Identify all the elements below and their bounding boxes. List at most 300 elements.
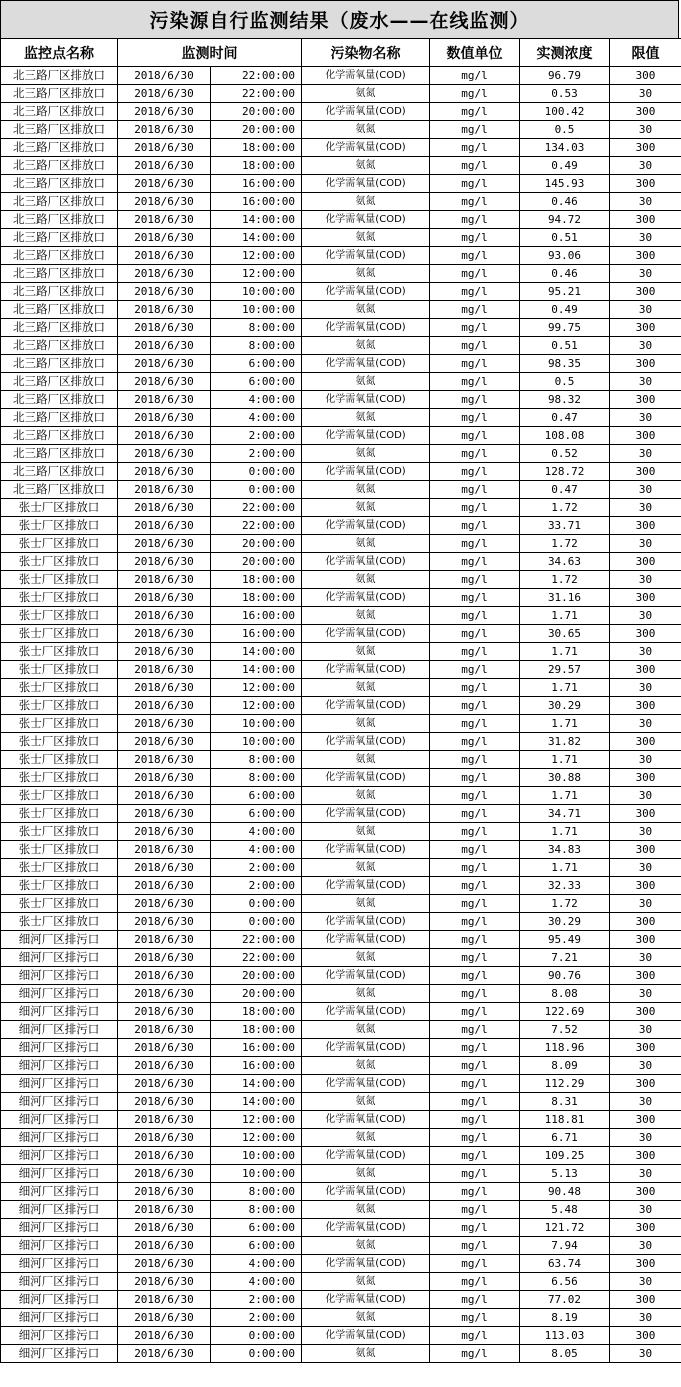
cell-limit[interactable]: 300 [610, 931, 681, 949]
cell-unit[interactable]: mg/l [430, 625, 520, 643]
cell-pollutant[interactable]: 化学需氧量(COD) [302, 769, 430, 787]
cell-pollutant[interactable]: 氨氮 [302, 1309, 430, 1327]
cell-time[interactable]: 22:00:00 [211, 85, 302, 103]
cell-value[interactable]: 5.13 [520, 1165, 610, 1183]
cell-unit[interactable]: mg/l [430, 1093, 520, 1111]
cell-pollutant[interactable]: 氨氮 [302, 1165, 430, 1183]
cell-value[interactable]: 1.71 [520, 823, 610, 841]
cell-time[interactable]: 2:00:00 [211, 1309, 302, 1327]
cell-date[interactable]: 2018/6/30 [118, 175, 211, 193]
cell-limit[interactable]: 300 [610, 553, 681, 571]
cell-limit[interactable]: 300 [610, 841, 681, 859]
cell-unit[interactable]: mg/l [430, 139, 520, 157]
cell-value[interactable]: 99.75 [520, 319, 610, 337]
cell-value[interactable]: 0.53 [520, 85, 610, 103]
cell-date[interactable]: 2018/6/30 [118, 1219, 211, 1237]
cell-date[interactable]: 2018/6/30 [118, 427, 211, 445]
cell-pollutant[interactable]: 化学需氧量(COD) [302, 589, 430, 607]
cell-value[interactable]: 1.71 [520, 859, 610, 877]
cell-site[interactable]: 细河厂区排污口 [1, 1165, 118, 1183]
cell-unit[interactable]: mg/l [430, 679, 520, 697]
cell-site[interactable]: 细河厂区排污口 [1, 1021, 118, 1039]
cell-value[interactable]: 121.72 [520, 1219, 610, 1237]
cell-site[interactable]: 北三路厂区排放口 [1, 121, 118, 139]
cell-unit[interactable]: mg/l [430, 859, 520, 877]
cell-value[interactable]: 1.71 [520, 751, 610, 769]
cell-pollutant[interactable]: 氨氮 [302, 193, 430, 211]
cell-site[interactable]: 细河厂区排污口 [1, 949, 118, 967]
cell-site[interactable]: 北三路厂区排放口 [1, 283, 118, 301]
cell-time[interactable]: 18:00:00 [211, 571, 302, 589]
cell-value[interactable]: 1.71 [520, 643, 610, 661]
cell-pollutant[interactable]: 氨氮 [302, 823, 430, 841]
cell-date[interactable]: 2018/6/30 [118, 859, 211, 877]
cell-date[interactable]: 2018/6/30 [118, 67, 211, 85]
cell-value[interactable]: 128.72 [520, 463, 610, 481]
cell-unit[interactable]: mg/l [430, 391, 520, 409]
cell-pollutant[interactable]: 化学需氧量(COD) [302, 553, 430, 571]
cell-unit[interactable]: mg/l [430, 427, 520, 445]
cell-time[interactable]: 10:00:00 [211, 1165, 302, 1183]
cell-date[interactable]: 2018/6/30 [118, 589, 211, 607]
cell-time[interactable]: 14:00:00 [211, 661, 302, 679]
cell-time[interactable]: 0:00:00 [211, 463, 302, 481]
cell-site[interactable]: 张士厂区排放口 [1, 787, 118, 805]
cell-value[interactable]: 100.42 [520, 103, 610, 121]
cell-time[interactable]: 8:00:00 [211, 319, 302, 337]
cell-value[interactable]: 0.5 [520, 121, 610, 139]
cell-time[interactable]: 10:00:00 [211, 1147, 302, 1165]
cell-value[interactable]: 0.51 [520, 337, 610, 355]
cell-date[interactable]: 2018/6/30 [118, 337, 211, 355]
cell-pollutant[interactable]: 氨氮 [302, 229, 430, 247]
cell-limit[interactable]: 30 [610, 1021, 681, 1039]
cell-unit[interactable]: mg/l [430, 1273, 520, 1291]
cell-date[interactable]: 2018/6/30 [118, 1309, 211, 1327]
cell-limit[interactable]: 30 [610, 337, 681, 355]
cell-date[interactable]: 2018/6/30 [118, 679, 211, 697]
cell-time[interactable]: 22:00:00 [211, 949, 302, 967]
cell-value[interactable]: 31.82 [520, 733, 610, 751]
cell-site[interactable]: 张士厂区排放口 [1, 895, 118, 913]
cell-limit[interactable]: 300 [610, 1147, 681, 1165]
cell-date[interactable]: 2018/6/30 [118, 193, 211, 211]
cell-unit[interactable]: mg/l [430, 103, 520, 121]
cell-site[interactable]: 细河厂区排污口 [1, 1309, 118, 1327]
cell-limit[interactable]: 30 [610, 481, 681, 499]
cell-pollutant[interactable]: 氨氮 [302, 1093, 430, 1111]
cell-unit[interactable]: mg/l [430, 805, 520, 823]
cell-date[interactable]: 2018/6/30 [118, 1255, 211, 1273]
cell-value[interactable]: 112.29 [520, 1075, 610, 1093]
cell-unit[interactable]: mg/l [430, 211, 520, 229]
cell-date[interactable]: 2018/6/30 [118, 571, 211, 589]
cell-pollutant[interactable]: 氨氮 [302, 571, 430, 589]
cell-value[interactable]: 96.79 [520, 67, 610, 85]
cell-value[interactable]: 7.94 [520, 1237, 610, 1255]
cell-time[interactable]: 4:00:00 [211, 823, 302, 841]
cell-limit[interactable]: 300 [610, 625, 681, 643]
cell-site[interactable]: 张士厂区排放口 [1, 661, 118, 679]
cell-pollutant[interactable]: 化学需氧量(COD) [302, 1183, 430, 1201]
cell-unit[interactable]: mg/l [430, 481, 520, 499]
cell-unit[interactable]: mg/l [430, 157, 520, 175]
cell-site[interactable]: 北三路厂区排放口 [1, 229, 118, 247]
header-value[interactable]: 实测浓度 [520, 39, 610, 67]
cell-limit[interactable]: 30 [610, 121, 681, 139]
cell-pollutant[interactable]: 化学需氧量(COD) [302, 1291, 430, 1309]
cell-limit[interactable]: 300 [610, 697, 681, 715]
cell-limit[interactable]: 300 [610, 589, 681, 607]
cell-unit[interactable]: mg/l [430, 589, 520, 607]
cell-value[interactable]: 1.72 [520, 571, 610, 589]
cell-value[interactable]: 30.29 [520, 913, 610, 931]
cell-limit[interactable]: 30 [610, 301, 681, 319]
cell-time[interactable]: 22:00:00 [211, 499, 302, 517]
cell-unit[interactable]: mg/l [430, 949, 520, 967]
cell-site[interactable]: 北三路厂区排放口 [1, 427, 118, 445]
cell-site[interactable]: 张士厂区排放口 [1, 517, 118, 535]
cell-date[interactable]: 2018/6/30 [118, 157, 211, 175]
cell-date[interactable]: 2018/6/30 [118, 1273, 211, 1291]
cell-pollutant[interactable]: 氨氮 [302, 679, 430, 697]
cell-limit[interactable]: 300 [610, 913, 681, 931]
cell-limit[interactable]: 30 [610, 715, 681, 733]
cell-value[interactable]: 108.08 [520, 427, 610, 445]
cell-site[interactable]: 北三路厂区排放口 [1, 391, 118, 409]
cell-time[interactable]: 8:00:00 [211, 1183, 302, 1201]
cell-date[interactable]: 2018/6/30 [118, 1111, 211, 1129]
cell-site[interactable]: 张士厂区排放口 [1, 751, 118, 769]
cell-time[interactable]: 14:00:00 [211, 211, 302, 229]
cell-date[interactable]: 2018/6/30 [118, 373, 211, 391]
cell-date[interactable]: 2018/6/30 [118, 1003, 211, 1021]
cell-site[interactable]: 张士厂区排放口 [1, 841, 118, 859]
cell-unit[interactable]: mg/l [430, 1327, 520, 1345]
cell-limit[interactable]: 300 [610, 661, 681, 679]
cell-date[interactable]: 2018/6/30 [118, 139, 211, 157]
cell-unit[interactable]: mg/l [430, 1075, 520, 1093]
cell-pollutant[interactable]: 氨氮 [302, 895, 430, 913]
cell-value[interactable]: 34.63 [520, 553, 610, 571]
cell-time[interactable]: 16:00:00 [211, 193, 302, 211]
cell-date[interactable]: 2018/6/30 [118, 715, 211, 733]
cell-site[interactable]: 北三路厂区排放口 [1, 265, 118, 283]
cell-pollutant[interactable]: 化学需氧量(COD) [302, 517, 430, 535]
cell-time[interactable]: 20:00:00 [211, 553, 302, 571]
cell-pollutant[interactable]: 化学需氧量(COD) [302, 733, 430, 751]
cell-value[interactable]: 30.88 [520, 769, 610, 787]
cell-pollutant[interactable]: 化学需氧量(COD) [302, 967, 430, 985]
cell-site[interactable]: 张士厂区排放口 [1, 499, 118, 517]
cell-pollutant[interactable]: 氨氮 [302, 535, 430, 553]
cell-pollutant[interactable]: 化学需氧量(COD) [302, 1003, 430, 1021]
cell-value[interactable]: 6.56 [520, 1273, 610, 1291]
cell-pollutant[interactable]: 化学需氧量(COD) [302, 463, 430, 481]
cell-time[interactable]: 2:00:00 [211, 877, 302, 895]
cell-time[interactable]: 16:00:00 [211, 175, 302, 193]
cell-pollutant[interactable]: 氨氮 [302, 499, 430, 517]
cell-limit[interactable]: 30 [610, 1093, 681, 1111]
cell-site[interactable]: 细河厂区排污口 [1, 1129, 118, 1147]
cell-value[interactable]: 0.5 [520, 373, 610, 391]
cell-time[interactable]: 10:00:00 [211, 301, 302, 319]
cell-date[interactable]: 2018/6/30 [118, 535, 211, 553]
cell-unit[interactable]: mg/l [430, 877, 520, 895]
cell-date[interactable]: 2018/6/30 [118, 409, 211, 427]
cell-limit[interactable]: 30 [610, 193, 681, 211]
cell-site[interactable]: 北三路厂区排放口 [1, 445, 118, 463]
cell-unit[interactable]: mg/l [430, 769, 520, 787]
cell-site[interactable]: 细河厂区排污口 [1, 1039, 118, 1057]
cell-unit[interactable]: mg/l [430, 733, 520, 751]
cell-site[interactable]: 细河厂区排污口 [1, 1291, 118, 1309]
cell-unit[interactable]: mg/l [430, 67, 520, 85]
cell-unit[interactable]: mg/l [430, 985, 520, 1003]
cell-time[interactable]: 12:00:00 [211, 265, 302, 283]
cell-unit[interactable]: mg/l [430, 319, 520, 337]
cell-pollutant[interactable]: 氨氮 [302, 949, 430, 967]
cell-site[interactable]: 张士厂区排放口 [1, 535, 118, 553]
cell-limit[interactable]: 300 [610, 139, 681, 157]
cell-time[interactable]: 10:00:00 [211, 733, 302, 751]
cell-time[interactable]: 6:00:00 [211, 1237, 302, 1255]
cell-limit[interactable]: 30 [610, 823, 681, 841]
cell-value[interactable]: 0.51 [520, 229, 610, 247]
cell-value[interactable]: 134.03 [520, 139, 610, 157]
cell-time[interactable]: 22:00:00 [211, 931, 302, 949]
cell-unit[interactable]: mg/l [430, 643, 520, 661]
cell-unit[interactable]: mg/l [430, 1201, 520, 1219]
cell-time[interactable]: 4:00:00 [211, 409, 302, 427]
cell-unit[interactable]: mg/l [430, 1345, 520, 1363]
cell-pollutant[interactable]: 化学需氧量(COD) [302, 913, 430, 931]
cell-site[interactable]: 细河厂区排污口 [1, 985, 118, 1003]
cell-limit[interactable]: 30 [610, 265, 681, 283]
cell-limit[interactable]: 30 [610, 787, 681, 805]
cell-date[interactable]: 2018/6/30 [118, 1327, 211, 1345]
cell-time[interactable]: 20:00:00 [211, 103, 302, 121]
cell-value[interactable]: 1.71 [520, 787, 610, 805]
cell-time[interactable]: 16:00:00 [211, 1039, 302, 1057]
cell-date[interactable]: 2018/6/30 [118, 1021, 211, 1039]
cell-value[interactable]: 145.93 [520, 175, 610, 193]
cell-site[interactable]: 北三路厂区排放口 [1, 193, 118, 211]
cell-value[interactable]: 93.06 [520, 247, 610, 265]
cell-date[interactable]: 2018/6/30 [118, 1183, 211, 1201]
cell-time[interactable]: 6:00:00 [211, 373, 302, 391]
cell-limit[interactable]: 300 [610, 1327, 681, 1345]
cell-time[interactable]: 2:00:00 [211, 1291, 302, 1309]
cell-pollutant[interactable]: 氨氮 [302, 1201, 430, 1219]
cell-pollutant[interactable]: 氨氮 [302, 607, 430, 625]
cell-limit[interactable]: 30 [610, 679, 681, 697]
cell-pollutant[interactable]: 化学需氧量(COD) [302, 1327, 430, 1345]
cell-unit[interactable]: mg/l [430, 337, 520, 355]
cell-time[interactable]: 12:00:00 [211, 679, 302, 697]
cell-limit[interactable]: 30 [610, 1273, 681, 1291]
cell-pollutant[interactable]: 化学需氧量(COD) [302, 625, 430, 643]
cell-date[interactable]: 2018/6/30 [118, 283, 211, 301]
cell-site[interactable]: 细河厂区排污口 [1, 1111, 118, 1129]
cell-date[interactable]: 2018/6/30 [118, 733, 211, 751]
cell-time[interactable]: 20:00:00 [211, 967, 302, 985]
cell-value[interactable]: 7.52 [520, 1021, 610, 1039]
cell-limit[interactable]: 300 [610, 1003, 681, 1021]
cell-unit[interactable]: mg/l [430, 1111, 520, 1129]
cell-time[interactable]: 0:00:00 [211, 913, 302, 931]
cell-date[interactable]: 2018/6/30 [118, 391, 211, 409]
cell-site[interactable]: 细河厂区排污口 [1, 1219, 118, 1237]
cell-limit[interactable]: 30 [610, 85, 681, 103]
cell-site[interactable]: 张士厂区排放口 [1, 715, 118, 733]
cell-value[interactable]: 0.47 [520, 409, 610, 427]
cell-site[interactable]: 细河厂区排污口 [1, 1237, 118, 1255]
cell-limit[interactable]: 300 [610, 1255, 681, 1273]
cell-time[interactable]: 10:00:00 [211, 283, 302, 301]
cell-pollutant[interactable]: 氨氮 [302, 121, 430, 139]
cell-date[interactable]: 2018/6/30 [118, 499, 211, 517]
cell-value[interactable]: 1.71 [520, 715, 610, 733]
cell-date[interactable]: 2018/6/30 [118, 247, 211, 265]
cell-pollutant[interactable]: 氨氮 [302, 643, 430, 661]
cell-date[interactable]: 2018/6/30 [118, 967, 211, 985]
cell-site[interactable]: 北三路厂区排放口 [1, 373, 118, 391]
cell-value[interactable]: 1.71 [520, 607, 610, 625]
cell-value[interactable]: 34.71 [520, 805, 610, 823]
cell-date[interactable]: 2018/6/30 [118, 895, 211, 913]
cell-value[interactable]: 34.83 [520, 841, 610, 859]
cell-unit[interactable]: mg/l [430, 751, 520, 769]
cell-value[interactable]: 118.96 [520, 1039, 610, 1057]
cell-limit[interactable]: 300 [610, 877, 681, 895]
cell-value[interactable]: 8.09 [520, 1057, 610, 1075]
cell-date[interactable]: 2018/6/30 [118, 517, 211, 535]
cell-unit[interactable]: mg/l [430, 571, 520, 589]
cell-site[interactable]: 张士厂区排放口 [1, 679, 118, 697]
cell-site[interactable]: 北三路厂区排放口 [1, 67, 118, 85]
cell-limit[interactable]: 30 [610, 1237, 681, 1255]
cell-time[interactable]: 12:00:00 [211, 697, 302, 715]
cell-unit[interactable]: mg/l [430, 517, 520, 535]
cell-site[interactable]: 张士厂区排放口 [1, 877, 118, 895]
cell-value[interactable]: 0.49 [520, 301, 610, 319]
cell-site[interactable]: 北三路厂区排放口 [1, 355, 118, 373]
cell-pollutant[interactable]: 化学需氧量(COD) [302, 931, 430, 949]
cell-value[interactable]: 77.02 [520, 1291, 610, 1309]
cell-site[interactable]: 张士厂区排放口 [1, 859, 118, 877]
cell-site[interactable]: 北三路厂区排放口 [1, 247, 118, 265]
cell-value[interactable]: 1.72 [520, 499, 610, 517]
cell-date[interactable]: 2018/6/30 [118, 787, 211, 805]
cell-limit[interactable]: 300 [610, 463, 681, 481]
cell-value[interactable]: 1.71 [520, 679, 610, 697]
cell-limit[interactable]: 30 [610, 499, 681, 517]
cell-pollutant[interactable]: 氨氮 [302, 751, 430, 769]
cell-value[interactable]: 30.29 [520, 697, 610, 715]
cell-value[interactable]: 0.46 [520, 193, 610, 211]
cell-limit[interactable]: 30 [610, 859, 681, 877]
cell-time[interactable]: 2:00:00 [211, 859, 302, 877]
cell-limit[interactable]: 30 [610, 985, 681, 1003]
cell-time[interactable]: 20:00:00 [211, 535, 302, 553]
cell-date[interactable]: 2018/6/30 [118, 553, 211, 571]
cell-pollutant[interactable]: 氨氮 [302, 337, 430, 355]
cell-limit[interactable]: 30 [610, 1309, 681, 1327]
cell-time[interactable]: 0:00:00 [211, 481, 302, 499]
cell-date[interactable]: 2018/6/30 [118, 463, 211, 481]
cell-unit[interactable]: mg/l [430, 355, 520, 373]
cell-pollutant[interactable]: 化学需氧量(COD) [302, 67, 430, 85]
cell-site[interactable]: 细河厂区排污口 [1, 931, 118, 949]
cell-date[interactable]: 2018/6/30 [118, 319, 211, 337]
cell-pollutant[interactable]: 化学需氧量(COD) [302, 211, 430, 229]
cell-date[interactable]: 2018/6/30 [118, 697, 211, 715]
cell-limit[interactable]: 30 [610, 373, 681, 391]
cell-limit[interactable]: 300 [610, 427, 681, 445]
cell-date[interactable]: 2018/6/30 [118, 805, 211, 823]
cell-time[interactable]: 0:00:00 [211, 1327, 302, 1345]
cell-value[interactable]: 98.35 [520, 355, 610, 373]
cell-unit[interactable]: mg/l [430, 409, 520, 427]
cell-unit[interactable]: mg/l [430, 229, 520, 247]
cell-unit[interactable]: mg/l [430, 499, 520, 517]
cell-limit[interactable]: 30 [610, 445, 681, 463]
cell-time[interactable]: 14:00:00 [211, 229, 302, 247]
cell-time[interactable]: 14:00:00 [211, 643, 302, 661]
cell-unit[interactable]: mg/l [430, 1165, 520, 1183]
cell-pollutant[interactable]: 氨氮 [302, 409, 430, 427]
cell-value[interactable]: 0.49 [520, 157, 610, 175]
header-pollutant[interactable]: 污染物名称 [302, 39, 430, 67]
cell-date[interactable]: 2018/6/30 [118, 949, 211, 967]
cell-unit[interactable]: mg/l [430, 445, 520, 463]
cell-unit[interactable]: mg/l [430, 553, 520, 571]
cell-site[interactable]: 北三路厂区排放口 [1, 85, 118, 103]
cell-limit[interactable]: 300 [610, 1075, 681, 1093]
cell-limit[interactable]: 300 [610, 1291, 681, 1309]
cell-pollutant[interactable]: 氨氮 [302, 265, 430, 283]
cell-date[interactable]: 2018/6/30 [118, 1201, 211, 1219]
cell-value[interactable]: 8.31 [520, 1093, 610, 1111]
cell-site[interactable]: 北三路厂区排放口 [1, 301, 118, 319]
cell-time[interactable]: 8:00:00 [211, 337, 302, 355]
cell-pollutant[interactable]: 氨氮 [302, 445, 430, 463]
cell-time[interactable]: 6:00:00 [211, 805, 302, 823]
cell-date[interactable]: 2018/6/30 [118, 1129, 211, 1147]
cell-time[interactable]: 2:00:00 [211, 427, 302, 445]
cell-unit[interactable]: mg/l [430, 1291, 520, 1309]
cell-time[interactable]: 16:00:00 [211, 607, 302, 625]
cell-site[interactable]: 北三路厂区排放口 [1, 409, 118, 427]
cell-date[interactable]: 2018/6/30 [118, 643, 211, 661]
cell-unit[interactable]: mg/l [430, 1039, 520, 1057]
cell-site[interactable]: 细河厂区排污口 [1, 1327, 118, 1345]
cell-time[interactable]: 10:00:00 [211, 715, 302, 733]
cell-unit[interactable]: mg/l [430, 121, 520, 139]
cell-unit[interactable]: mg/l [430, 247, 520, 265]
cell-time[interactable]: 12:00:00 [211, 1111, 302, 1129]
cell-time[interactable]: 2:00:00 [211, 445, 302, 463]
cell-time[interactable]: 0:00:00 [211, 895, 302, 913]
cell-time[interactable]: 18:00:00 [211, 139, 302, 157]
cell-value[interactable]: 95.21 [520, 283, 610, 301]
cell-unit[interactable]: mg/l [430, 931, 520, 949]
cell-value[interactable]: 8.05 [520, 1345, 610, 1363]
cell-date[interactable]: 2018/6/30 [118, 481, 211, 499]
cell-site[interactable]: 细河厂区排污口 [1, 1201, 118, 1219]
cell-pollutant[interactable]: 化学需氧量(COD) [302, 319, 430, 337]
